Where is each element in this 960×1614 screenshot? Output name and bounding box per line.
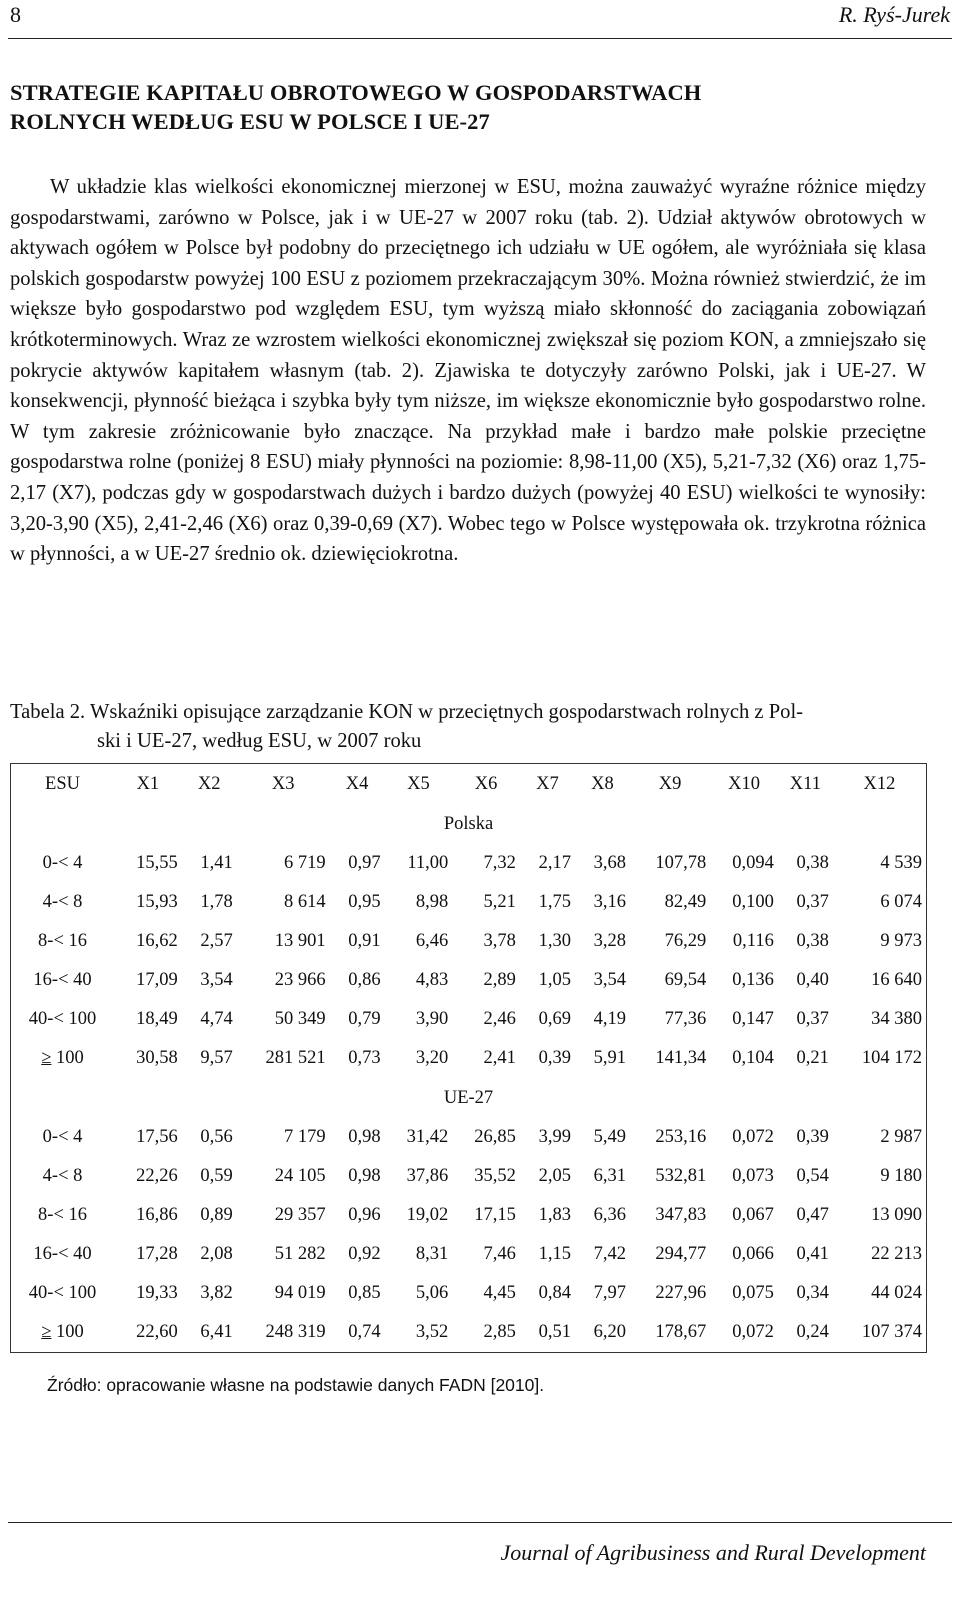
table-cell: 15,55 [136, 853, 178, 873]
table-cell: 2 987 [880, 1127, 922, 1147]
table-cell: 7,97 [593, 1283, 626, 1303]
table-cell: 4 539 [880, 853, 922, 873]
table-cell: 3,82 [200, 1283, 233, 1303]
ge-symbol: ≥ [41, 1048, 52, 1068]
table-cell: 0,89 [200, 1205, 233, 1225]
column-header: X11 [789, 773, 821, 794]
table-cell: 16 640 [871, 970, 922, 990]
table-header-row [11, 764, 927, 805]
table-source-note: Źródło: opracowanie własne na podstawie danych FADN [2010]. [47, 1375, 545, 1395]
table-cell: 0,37 [796, 892, 829, 912]
journal-name: Journal of Agribusiness and Rural Development [500, 1540, 926, 1565]
table-cell: 0,85 [348, 1283, 381, 1303]
table-cell: 3,20 [415, 1048, 449, 1068]
table-cell: 3,68 [593, 853, 626, 873]
column-header: X7 [536, 773, 559, 794]
table-cell: 2,08 [200, 1244, 233, 1264]
esu-class-label: 100 [56, 1322, 84, 1342]
table-cell: 104 172 [861, 1048, 922, 1068]
table-cell: 0,84 [538, 1283, 571, 1303]
table-cell: 0,104 [732, 1048, 774, 1068]
table-cell: 2,57 [200, 931, 233, 951]
table-cell: 2,05 [538, 1166, 571, 1186]
esu-class-cell [11, 1039, 115, 1078]
table-cell: 0,073 [732, 1166, 774, 1186]
table-cell: 9 973 [880, 931, 922, 951]
table-cell: 22,60 [136, 1322, 178, 1342]
column-header: X8 [591, 773, 614, 794]
table-cell: 0,97 [348, 853, 381, 873]
table-cell: 82,49 [664, 892, 707, 912]
table-cell: 4,74 [200, 1009, 233, 1029]
table-cell: 5,21 [483, 892, 516, 912]
column-header: X12 [863, 773, 896, 794]
table-cell: 16,86 [136, 1205, 178, 1225]
table-cell: 15,93 [136, 892, 178, 912]
table-cell: 0,92 [348, 1244, 381, 1264]
table-cell: 2,89 [483, 970, 516, 990]
table-row [11, 1235, 927, 1274]
table-cell: 0,37 [796, 1009, 829, 1029]
table-cell: 0,40 [796, 970, 829, 990]
body-text [10, 172, 926, 570]
table-cell: 11,00 [407, 853, 449, 873]
column-header: X6 [474, 773, 498, 794]
table-cell: 50 349 [274, 1009, 326, 1029]
section-title [10, 78, 940, 136]
table-cell: 0,73 [348, 1048, 381, 1068]
table-cell: 2,17 [538, 853, 571, 873]
esu-class-cell: 8-< 16 [38, 931, 88, 951]
table-section-row [11, 804, 927, 844]
table-cell: 0,95 [348, 892, 381, 912]
data-table [10, 763, 927, 1353]
table-row [11, 961, 927, 1000]
table-cell: 1,41 [200, 853, 233, 873]
esu-class-cell: 16-< 40 [33, 970, 92, 990]
table-cell: 22 213 [871, 1244, 922, 1264]
table-cell: 281 521 [265, 1048, 326, 1068]
column-header: X3 [271, 773, 295, 794]
table-cell: 69,54 [664, 970, 707, 990]
table-cell: 0,98 [348, 1166, 381, 1186]
esu-class-cell: 4-< 8 [42, 892, 83, 912]
table-cell: 1,05 [538, 970, 571, 990]
table-cell: 44 024 [871, 1283, 922, 1303]
table-cell: 0,39 [538, 1048, 571, 1068]
table-cell: 0,86 [348, 970, 381, 990]
esu-class-cell: 0-< 4 [42, 1127, 83, 1147]
table-cell: 30,58 [136, 1048, 178, 1068]
body-paragraph: W układzie klas wielkości ekonomicznej mierzonej w ESU, można zauważyć wyraźne różnice między gospodarstwami, zarówno w Polsce, jak i w UE-27 w 2007 roku (tab. 2). Udział aktywów obrotowych w aktywach ogółem w Polsce był podobny do przeciętnego ich udziału w UE ogółem, ale wyróżniała się klasa polskich gospodarstw powyżej 100 ESU z poziomem przekraczającym 30%. Można również stwierdzić, że im większe było gospodarstwo pod względem ESU, tym wyższą miało skłonność do zaciągania zobowiązań krótkoterminowych. Wraz ze wzrostem wielkości ekonomicznej zwiększał się poziom KON, a zmniejszało się pokrycie aktywów kapitałem własnym (tab. 2). Zjawiska te dotyczyły zarówno Polski, jak i UE-27. W konsekwencji, płynność bieżąca i szybka były tym niższe, im większe ekonomicznie było gospodarstwo rolne. W tym zakresie zróżnicowanie było znaczące. Na przykład małe i bardzo małe polskie przeciętne gospodarstwa rolne (poniżej 8 ESU) miały płynności na poziomie: 8,98-11,00 (X5), 5,21-7,32 (X6) oraz 1,75-2,17 (X7), podczas gdy w gospodarstwach dużych i bardzo dużych (powyżej 40 ESU) wielkości te wynosiły: 3,20-3,90 (X5), 2,41-2,46 (X6) oraz 0,39-0,69 (X7). Wobec tego w Polsce występowała ok. trzykrotna różnica w płynności, a w UE-27 średnio ok. dziewięciokrotna. [10, 176, 926, 566]
table-cell: 3,16 [593, 892, 626, 912]
table-cell: 0,38 [796, 853, 829, 873]
table-row [11, 1118, 927, 1157]
table-cell: 0,066 [732, 1244, 774, 1264]
table-cell: 0,74 [348, 1322, 381, 1342]
table-cell: 0,072 [732, 1127, 774, 1147]
table-caption [10, 698, 926, 756]
table-cell: 17,28 [136, 1244, 178, 1264]
table-caption-line2: ski i UE-27, według ESU, w 2007 roku [97, 730, 422, 752]
table-cell: 2,46 [483, 1009, 516, 1029]
table-section-label: Polska [443, 813, 494, 834]
table-cell: 0,56 [200, 1127, 233, 1147]
table-cell: 16,62 [136, 931, 178, 951]
table-row [11, 1274, 927, 1313]
esu-class-cell: 40-< 100 [28, 1283, 97, 1303]
table-section-row [11, 1078, 927, 1118]
table-cell: 29 357 [274, 1205, 326, 1225]
table-cell: 4,19 [593, 1009, 626, 1029]
esu-class-cell: 16-< 40 [33, 1244, 92, 1264]
table-cell: 5,91 [593, 1048, 626, 1068]
table-cell: 19,02 [406, 1205, 449, 1225]
table-cell: 294,77 [655, 1244, 707, 1264]
table-cell: 6,20 [593, 1322, 626, 1342]
table-cell: 0,47 [796, 1205, 829, 1225]
table-cell: 107,78 [655, 853, 707, 873]
table-cell: 9,57 [200, 1048, 233, 1068]
table-caption-label: Tabela 2. [10, 701, 86, 723]
table-cell: 7 179 [283, 1127, 326, 1147]
table-row [11, 1000, 927, 1039]
table-cell: 9 180 [880, 1166, 922, 1186]
table-cell: 34 380 [871, 1009, 922, 1029]
table-cell: 4,83 [415, 970, 449, 990]
table-cell: 3,90 [415, 1009, 449, 1029]
table-row [11, 1196, 927, 1235]
table-cell: 6,41 [200, 1322, 233, 1342]
table-cell: 7,42 [593, 1244, 626, 1264]
table-cell: 24 105 [274, 1166, 326, 1186]
table-cell: 5,06 [415, 1283, 449, 1303]
table-cell: 0,39 [796, 1127, 829, 1147]
table-cell: 248 319 [265, 1322, 326, 1342]
page-footer-rule [8, 1522, 952, 1525]
table-cell: 77,36 [664, 1009, 707, 1029]
table-cell: 0,136 [732, 970, 774, 990]
table-cell: 141,34 [655, 1048, 707, 1068]
esu-class-cell: 0-< 4 [42, 853, 83, 873]
section-title-line1: STRATEGIE KAPITAŁU OBROTOWEGO W GOSPODARSTWACH [10, 80, 702, 105]
table-cell: 1,75 [538, 892, 571, 912]
table-cell: 0,98 [348, 1127, 381, 1147]
column-header: X1 [136, 773, 160, 794]
table-cell: 94 019 [274, 1283, 326, 1303]
ge-symbol: ≥ [41, 1322, 52, 1342]
table-cell: 6,46 [415, 931, 449, 951]
table-cell: 51 282 [274, 1244, 326, 1264]
page-number: 8 [10, 2, 21, 27]
column-header: X4 [345, 773, 369, 794]
table-cell: 13 090 [871, 1205, 922, 1225]
esu-class-cell: 4-< 8 [42, 1166, 83, 1186]
table-caption-line1: Wskaźniki opisujące zarządzanie KON w przeciętnych gospodarstwach rolnych z Pol- [89, 701, 804, 723]
table-cell: 0,24 [796, 1322, 829, 1342]
column-header: X9 [658, 773, 682, 794]
column-header: X5 [407, 773, 430, 794]
table-cell: 31,42 [406, 1127, 449, 1147]
table-cell: 0,147 [732, 1009, 774, 1029]
table-cell: 0,34 [796, 1283, 829, 1303]
table-cell: 0,100 [732, 892, 774, 912]
table-cell: 0,38 [796, 931, 829, 951]
table-cell: 227,96 [655, 1283, 707, 1303]
table-cell: 107 374 [861, 1322, 922, 1342]
table-cell: 3,52 [415, 1322, 449, 1342]
table-cell: 3,78 [483, 931, 516, 951]
table-cell: 0,067 [732, 1205, 774, 1225]
table-cell: 1,15 [538, 1244, 571, 1264]
table-cell: 23 966 [274, 970, 326, 990]
table-cell: 6 719 [283, 853, 326, 873]
table-cell: 3,28 [593, 931, 626, 951]
table-cell: 0,79 [348, 1009, 381, 1029]
table-cell: 7,46 [483, 1244, 516, 1264]
esu-class-cell [11, 1313, 115, 1353]
table-cell: 18,49 [136, 1009, 178, 1029]
table-cell: 532,81 [655, 1166, 707, 1186]
table-cell: 22,26 [136, 1166, 178, 1186]
table-cell: 8 614 [283, 892, 326, 912]
table-cell: 8,98 [415, 892, 449, 912]
table-cell: 1,83 [538, 1205, 571, 1225]
table-cell: 17,15 [474, 1205, 516, 1225]
table-cell: 35,52 [474, 1166, 516, 1186]
table-cell: 3,54 [593, 970, 626, 990]
table-cell: 8,31 [415, 1244, 449, 1264]
table-cell: 178,67 [655, 1322, 707, 1342]
table-section-label: UE-27 [443, 1087, 494, 1108]
section-title-line2: ROLNYCH WEDŁUG ESU W POLSCE I UE-27 [10, 109, 490, 134]
table-cell: 13 901 [274, 931, 326, 951]
table-cell: 0,116 [732, 931, 774, 951]
table-cell: 0,21 [796, 1048, 829, 1068]
table-cell: 0,072 [732, 1322, 774, 1342]
table-cell: 6,36 [593, 1205, 626, 1225]
table-row [11, 883, 927, 922]
column-header: X10 [728, 773, 760, 794]
table-cell: 0,69 [538, 1009, 571, 1029]
table-cell: 2,41 [483, 1048, 516, 1068]
table-cell: 347,83 [655, 1205, 707, 1225]
table-row [11, 922, 927, 961]
table-cell: 0,96 [348, 1205, 381, 1225]
table-cell: 0,094 [732, 853, 774, 873]
table-row [11, 844, 927, 883]
table-cell: 253,16 [655, 1127, 707, 1147]
column-header: X2 [197, 773, 221, 794]
table-row [11, 1157, 927, 1196]
table-cell: 6,31 [593, 1166, 626, 1186]
table-cell: 4,45 [483, 1283, 516, 1303]
table-cell: 17,09 [136, 970, 178, 990]
table-cell: 5,49 [593, 1127, 626, 1147]
esu-class-cell: 40-< 100 [28, 1009, 97, 1029]
table-cell: 0,075 [732, 1283, 774, 1303]
table-cell: 3,99 [538, 1127, 571, 1147]
esu-class-label: 100 [56, 1048, 84, 1068]
table-cell: 0,54 [796, 1166, 829, 1186]
table-body [11, 804, 927, 1353]
table-cell: 1,30 [538, 931, 571, 951]
esu-class-cell: 8-< 16 [38, 1205, 88, 1225]
table-cell: 2,85 [483, 1322, 516, 1342]
table-cell: 1,78 [200, 892, 233, 912]
table-cell: 26,85 [474, 1127, 516, 1147]
table-cell: 19,33 [136, 1283, 178, 1303]
table-row [11, 1039, 927, 1078]
column-header: ESU [45, 773, 80, 794]
table-cell: 0,59 [200, 1166, 233, 1186]
page-header [8, 0, 952, 39]
table-cell: 6 074 [880, 892, 922, 912]
table-cell: 7,32 [483, 853, 516, 873]
table-cell: 76,29 [664, 931, 707, 951]
table-cell: 17,56 [136, 1127, 178, 1147]
table-cell: 0,91 [348, 931, 381, 951]
table-row [11, 1313, 927, 1353]
table-cell: 3,54 [200, 970, 233, 990]
running-author: R. Ryś-Jurek [838, 2, 950, 27]
table-cell: 0,51 [538, 1322, 571, 1342]
table-cell: 0,41 [796, 1244, 829, 1264]
table-cell: 37,86 [406, 1166, 449, 1186]
